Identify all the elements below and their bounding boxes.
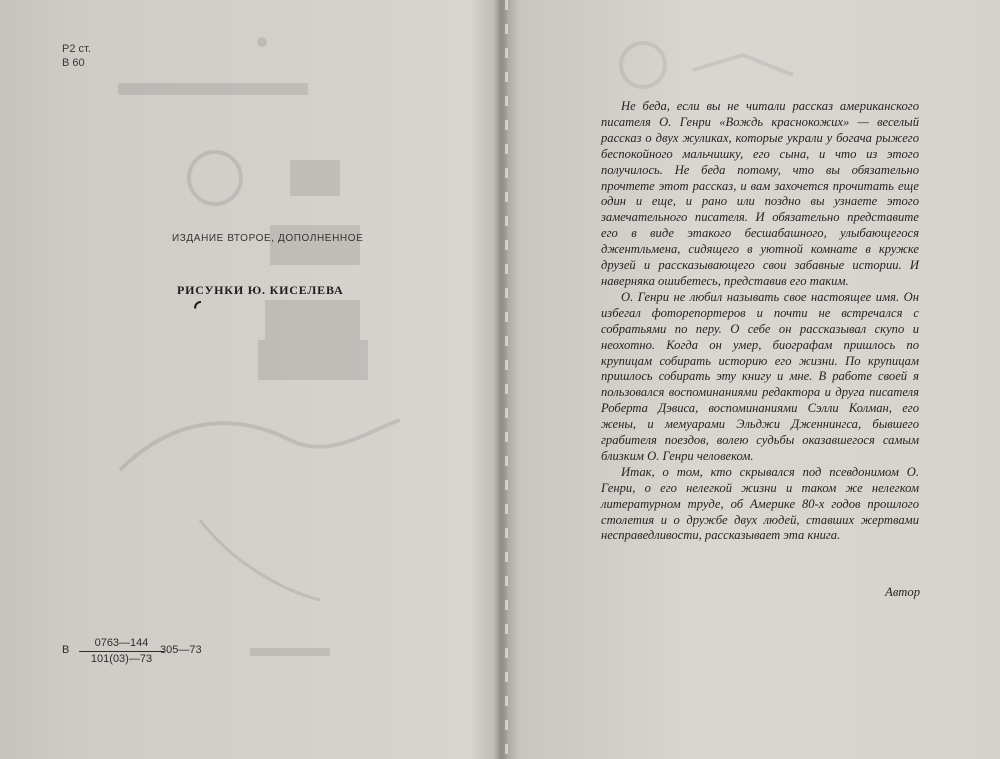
index-denominator: 101(03)—73	[90, 653, 153, 665]
classification-code-bottom: В 60	[62, 57, 85, 69]
preface-paragraph: Не беда, если вы не читали рассказ американского писателя О. Генри «Вождь краснокожих» — веселый рассказ о двух жуликах, которые украли у богача рыжего беспокойного мальчишку, его сына, и что из этого получилось. Не беда потому, что вы обязательно прочтете этот рассказ, и вам захочется прочитать еще один и еще, и рано или поздно вы узнаете этого замечательного писателя. И обязательно представите его в виде этакого бесшабашного, улыбающегося джентльмена, сидящего в уютной комнате в кружке друзей и рассказывающего свои забавные истории. И наверняка ошибетесь, представив его таким.	[601, 99, 919, 288]
illustrations-credit: РИСУНКИ Ю. КИСЕЛЕВА	[177, 283, 344, 297]
classification-code-top: Р2 ст.	[62, 43, 91, 55]
library-classification	[62, 42, 91, 70]
publisher-mark-icon	[193, 300, 202, 310]
author-signature: Автор	[885, 585, 920, 599]
preface-paragraph: Итак, о том, кто скрывался под псевдонимом О. Генри, о его нелегкой жизни и таком же нелегком литературном труде, об Америке 80-х годов прошлого столетия и о дружбе двух людей, ставших жертвами несправедливости, рассказывает эта книга.	[601, 464, 919, 543]
index-letter: В	[62, 644, 70, 656]
index-fraction	[79, 637, 164, 666]
preface-text	[601, 99, 919, 544]
index-numerator: 0763—144	[94, 637, 149, 649]
left-page	[0, 0, 497, 759]
show-through-title-art	[0, 0, 497, 759]
fraction-bar	[79, 651, 164, 652]
edition-line: ИЗДАНИЕ ВТОРОЕ, ДОПОЛНЕННОЕ	[172, 233, 364, 244]
index-tail: 305—73	[160, 644, 202, 656]
preface-paragraph: О. Генри не любил называть свое настоящее имя. Он избегал фоторепортеров и почти не встречался с собратьями по перу. О себе он рассказывал скупо и неохотно. Когда он умер, биографам пришлось по крупицам собирать историю его жизни. По крупицам пришлось собирать эту книгу и мне. В работе своей я пользовался воспоминаниями редактора и друга писателя Роберта Дэвиса, воспоминаниями Сэлли Колман, его жены, и мемуарами Эльджи Дженнингса, бывшего грабителя поездов, волею судьбы оказавшегося самым близким О. Генри человеком.	[601, 289, 919, 463]
